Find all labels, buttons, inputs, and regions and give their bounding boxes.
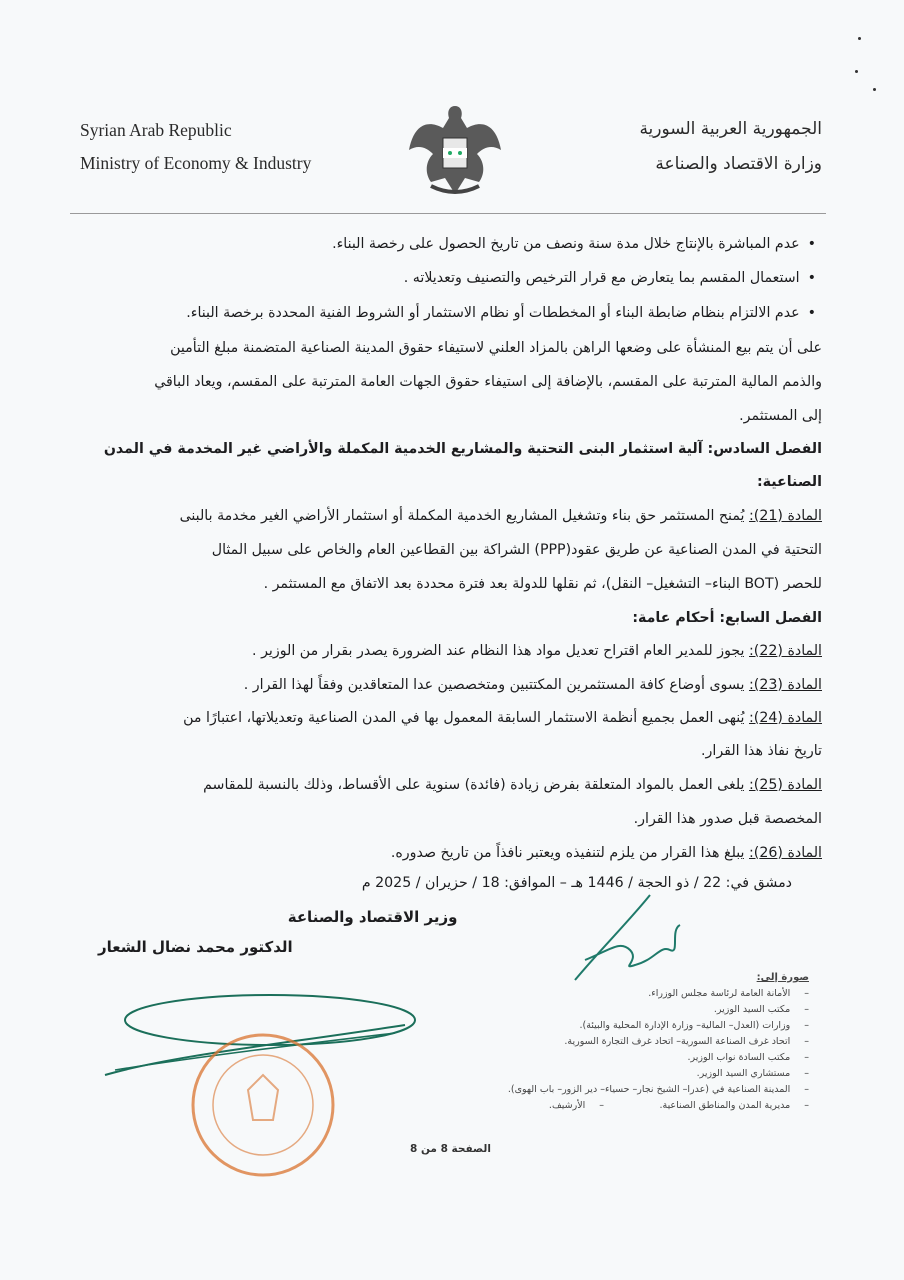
header-country-ar: الجمهورية العربية السورية [639, 119, 822, 139]
scan-speck [858, 37, 861, 40]
chapter-6-heading: الفصل السادس: آلية استثمار البنى التحتية والمشاريع الخدمية المكملة والأراضي غير المخدمة في المدن [103, 441, 822, 457]
cc-item: – اتحاد غرف الصناعة السورية– اتحاد غرف التجارة السورية. [564, 1036, 809, 1047]
article-label: المادة (26): [749, 845, 822, 861]
scan-speck [873, 88, 876, 91]
article-label: المادة (22): [749, 643, 822, 659]
cc-item: – وزارات (العدل– المالية– وزارة الإدارة المحلية والبيئة). [579, 1020, 809, 1031]
paragraph-line: إلى المستثمر. [739, 408, 822, 424]
condition-bullet: • عدم الالتزام بنظام ضابطة البناء أو المخططات أو نظام الاستثمار أو الشروط الفنية المحددة برخصة البناء. [186, 305, 816, 321]
cc-item: – المدينة الصناعية في (عدرا– الشيخ نجار– حسياء– دير الزور– باب الهوى). [508, 1084, 809, 1095]
cc-heading: صورة إلى: [756, 972, 809, 983]
header-country-en: Syrian Arab Republic [80, 120, 232, 140]
condition-bullet: • استعمال المقسم بما يتعارض مع قرار الترخيص والتصنيف وتعديلاته . [404, 270, 816, 286]
article-24 [183, 710, 822, 726]
article-label: المادة (21): [749, 508, 822, 524]
header-ministry-en: Ministry of Economy & Industry [80, 153, 312, 173]
cc-item: – الأمانة العامة لرئاسة مجلس الوزراء. [648, 988, 809, 999]
article-23 [244, 677, 822, 693]
header-ministry-ar: وزارة الاقتصاد والصناعة [655, 154, 822, 174]
header-divider [70, 213, 826, 214]
article-21-line: التحتية في المدن الصناعية عن طريق عقود(PPP) الشراكة بين القطاعين العام والخاص على سبيل المثال [211, 542, 822, 558]
cc-item: – الأرشيف. [549, 1100, 604, 1111]
article-text: يسوى أوضاع كافة المستثمرين المكتتبين ومتخصصين عدا المتعاقدين وفقاً لهذا القرار . [243, 677, 750, 693]
article-label: المادة (25): [749, 777, 822, 793]
issue-date: دمشق في: 22 / ذو الحجة / 1446 هـ – الموافق: 18 / حزيران / 2025 م [361, 875, 792, 891]
article-21 [180, 508, 822, 524]
condition-bullet: • عدم المباشرة بالإنتاج خلال مدة سنة ونصف من تاريخ الحصول على رخصة البناء. [332, 236, 816, 252]
article-25 [203, 777, 822, 793]
article-label: المادة (24): [749, 710, 822, 726]
ministry-stamp [178, 1030, 348, 1180]
minister-signature [560, 890, 710, 990]
signatory-name: الدكتور محمد نضال الشعار [98, 938, 293, 956]
paragraph-line: والذمم المالية المترتبة على المقسم، بالإضافة إلى استيفاء حقوق الجهات العامة المترتبة على المقسم، ويعاد الباقي [154, 374, 822, 390]
article-text: يجوز للمدير العام اقتراح تعديل مواد هذا النظام عند الضرورة يصدر بقرار من الوزير . [252, 643, 750, 659]
article-text: يُنهى العمل بجميع أنظمة الاستثمار السابقة المعمول بها في المدن الصناعية وتعديلاتها، اعتبارًا من [183, 710, 750, 726]
cc-item: – مكتب السادة نواب الوزير. [687, 1052, 809, 1063]
cc-item: – مكتب السيد الوزير. [714, 1004, 809, 1015]
chapter-7-heading: الفصل السابع: أحكام عامة: [632, 610, 822, 626]
signatory-title: وزير الاقتصاد والصناعة [287, 908, 458, 926]
article-21-line: للحصر (BOT البناء– التشغيل– النقل)، ثم نقلها للدولة بعد فترة محددة بعد الاتفاق مع المستثمر . [263, 576, 822, 592]
article-text: يُمنح المستثمر حق بناء وتشغيل المشاريع الخدمية المكملة أو استثمار الأراضي الغير مخدمة بالبنى [179, 508, 750, 524]
paragraph-line: على أن يتم بيع المنشأة على وضعها الراهن بالمزاد العلني لاستيفاء حقوق المدينة الصناعية المتضمنة مبلغ التأمين [170, 340, 822, 356]
cc-item: – مستشاري السيد الوزير. [697, 1068, 809, 1079]
article-25-line: المخصصة قبل صدور هذا القرار. [633, 811, 822, 827]
article-26 [391, 845, 822, 861]
chapter-6-heading-cont: الصناعية: [756, 474, 822, 490]
cc-item: – مديرية المدن والمناطق الصناعية. [659, 1100, 809, 1111]
scan-speck [855, 70, 858, 73]
article-label: المادة (23): [749, 677, 822, 693]
page-number: الصفحة 8 من 8 [410, 1143, 491, 1155]
eagle-emblem-icon [405, 98, 505, 203]
article-text: يبلغ هذا القرار من يلزم لتنفيذه ويعتبر نافذاً من تاريخ صدوره. [390, 845, 750, 861]
article-text: يلغى العمل بالمواد المتعلقة بفرض زيادة (فائدة) سنوية على الأقساط، وذلك بالنسبة للمقاسم [203, 777, 750, 793]
article-22 [252, 643, 822, 659]
article-24-line: تاريخ نفاذ هذا القرار. [701, 743, 822, 759]
